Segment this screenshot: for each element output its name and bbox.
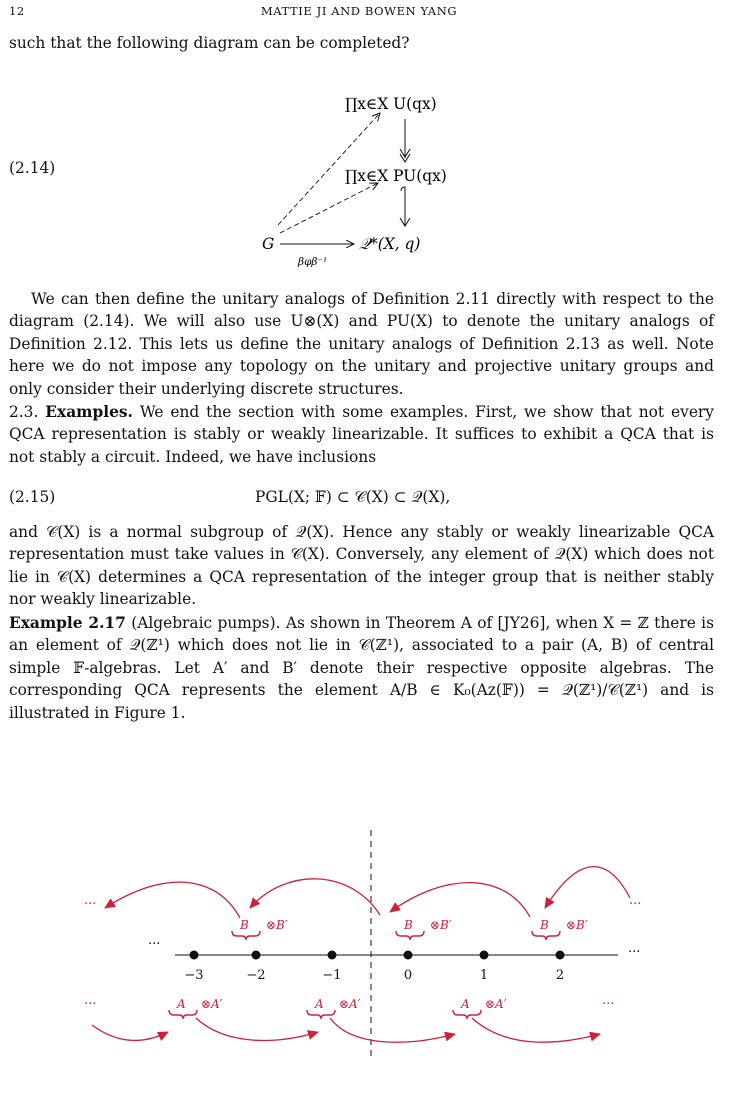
section-examples [9,401,714,468]
upper-shift-arrow [390,883,530,917]
tick-label: 1 [479,968,489,983]
example-text: As shown in Theorem A of [JY26], when X = ℤ there is an element of 𝒬(ℤ¹) which does not lie in 𝒞(ℤ¹), associated to a pair (A, B) of central simple 𝔽-algebras. Let A′ and B′ denote their respective opposite algebras. The corresponding QCA represents the element A/B ∈ K₀(Az(𝔽)) = 𝒬(ℤ¹)/𝒞(ℤ¹) and is illustrated in Figure 1. [9,614,715,722]
diagram-number: (2.14) [9,159,56,177]
tick-label: −2 [246,968,266,983]
lattice-point [328,951,337,960]
b-tensor-label: ⊗B′ [266,918,288,932]
a-tensor-label: ⊗A′ [339,997,361,1011]
b-tensor-label: ⊗B′ [566,918,588,932]
ellipsis-left: ... [148,933,161,948]
tick-label: 0 [403,968,413,983]
a-tensor-label: ⊗A′ [201,997,223,1011]
running-title: MATTIE JI AND BOWEN YANG [260,4,458,18]
b-brace [232,931,260,940]
diagram-middle-node: ∏x∈X PU(qx) [345,167,447,185]
a-label: A [461,997,470,1011]
example-name: (Algebraic pumps). [131,614,281,632]
diagram-top-node: ∏x∈X U(qx) [345,95,437,113]
a-brace [169,1010,197,1019]
section-text: We end the section with some examples. First, we show that not every QCA representation is stably or weakly linearizable. It suffices to exhibit a QCA that is not stably a circuit. Indeed, we have inclusions [9,403,714,466]
tick-label: −1 [322,968,342,983]
red-ellipsis: ... [602,993,615,1008]
inclusion-arrow [400,187,410,226]
diagram-left-node: G [262,235,275,253]
red-ellipsis: ... [629,893,642,908]
a-brace [307,1010,335,1019]
equation-number: (2.15) [9,488,56,506]
commutative-diagram [0,75,729,275]
diagram-right-node: 𝒬*(X, q) [359,235,421,253]
b-brace [532,931,560,940]
diagram-arrow-label: βφβ⁻¹ [298,256,328,268]
lattice-point [404,951,413,960]
lower-shift-arrow [92,1025,168,1040]
figure-algebraic-pump [0,820,729,1080]
lattice-point [190,951,199,960]
red-ellipsis: ... [84,993,97,1008]
section-number: 2.3. [9,403,39,421]
red-ellipsis: ... [84,893,97,908]
example-2-17 [9,612,714,724]
paragraph-normal-subgroup: and 𝒞(X) is a normal subgroup of 𝒬(X). Hence any stably or weakly linearizable QCA representation must take values in 𝒞(X). Conversely, any element of 𝒬(X) which does not lie in 𝒞(X) determines a QCA representation of the integer group that is neither stably nor weakly linearizable. [9,523,714,609]
a-label: A [315,997,324,1011]
upper-shift-arrow [545,867,630,908]
a-label: A [177,997,186,1011]
b-label: B [540,918,549,932]
upper-shift-arrow [250,879,380,915]
section-title: Examples. [45,403,133,421]
equation-inclusions: PGL(X; 𝔽) ⊂ 𝒞(X) ⊂ 𝒬(X), [255,488,451,506]
ellipsis-right: ... [628,941,641,956]
lattice-point [556,951,565,960]
b-brace [396,931,424,940]
paragraph-unitary: We can then define the unitary analogs of Definition 2.11 directly with respect to the diagram (2.14). We will also use U⊗(X) and PU(X) to denote the unitary analogs of Definition 2.12. This lets us define the unitary analogs of Definition 2.13 as well. Note here we do not impose any topology on the unitary and projective unitary groups and only consider their underlying discrete structures. [9,290,714,398]
a-tensor-label: ⊗A′ [485,997,507,1011]
surjection-arrow [400,119,410,162]
lower-shift-arrow [472,1018,600,1042]
tick-label: 2 [555,968,565,983]
dashed-lift-middle [280,183,378,233]
a-brace [453,1010,481,1019]
page-number: 12 [9,4,25,18]
b-label: B [240,918,249,932]
lattice-point [480,951,489,960]
example-label: Example 2.17 [9,614,126,632]
lattice-point [252,951,261,960]
upper-shift-arrow [105,882,240,918]
lower-shift-arrow [196,1018,318,1040]
b-tensor-label: ⊗B′ [430,918,452,932]
b-label: B [404,918,413,932]
lower-shift-arrow [330,1018,455,1042]
intro-line: such that the following diagram can be completed? [9,34,410,52]
page-header [9,4,709,24]
tick-label: −3 [184,968,204,983]
